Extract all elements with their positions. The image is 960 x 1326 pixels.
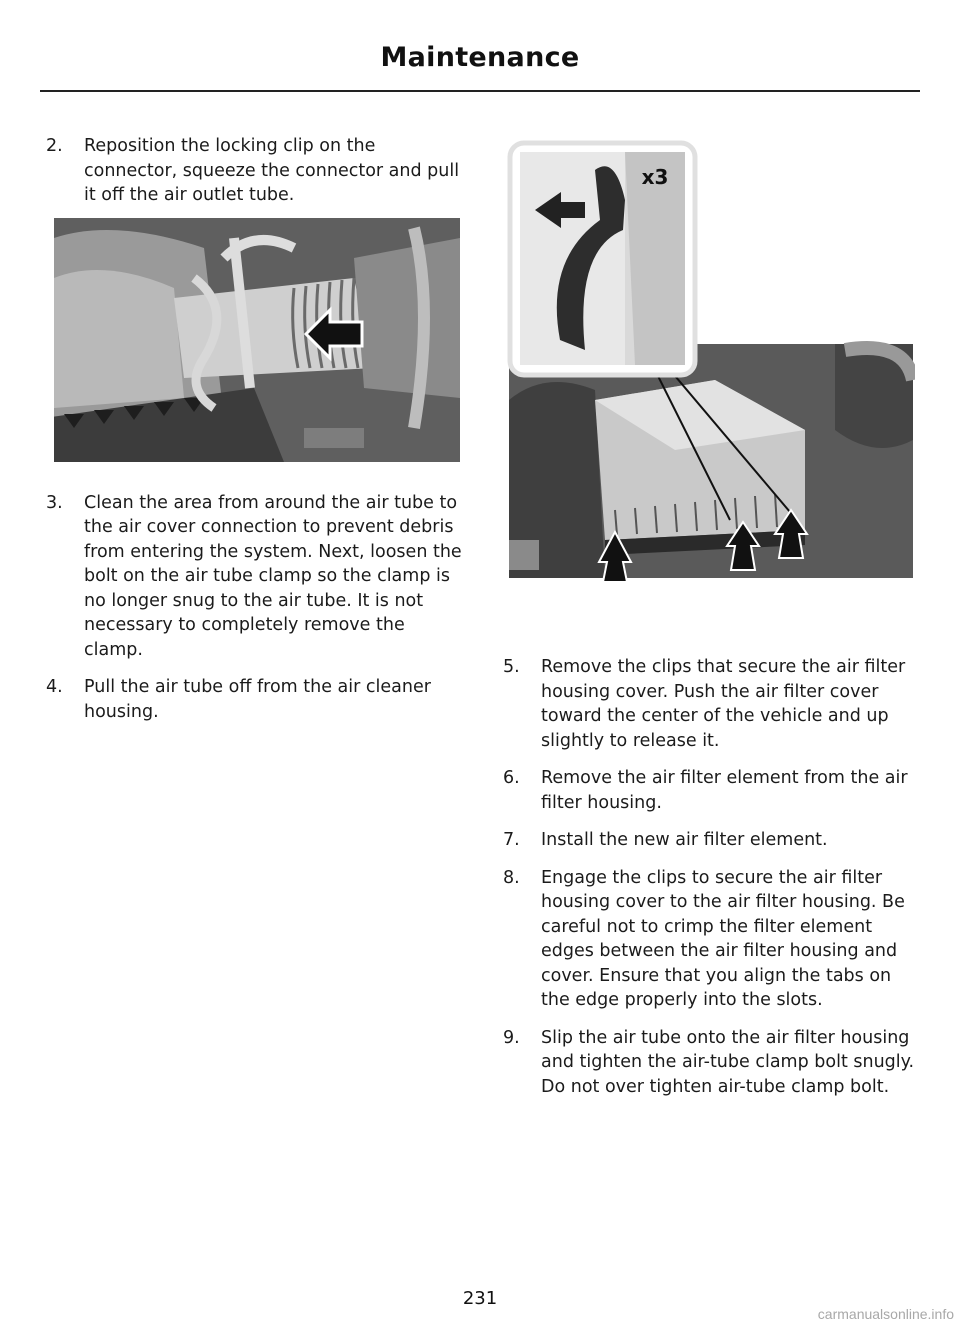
step-4 [46,675,466,724]
watermark: carmanualsonline.info [817,1306,954,1322]
step-5 [503,655,920,753]
air-tube-connector-illustration [54,218,460,462]
step-text: Install the new air filter element. [541,830,828,850]
step-9 [503,1026,920,1100]
right-column [503,655,920,1112]
step-text: Clean the area from around the air tube to the air cover connection to prevent debris from entering the system. Next, loosen the bolt on the air tube clamp so the clamp is no longer snug to the air tube. It is not necessary to completely remove the clamp. [84,492,462,660]
step-number: 2. [46,136,63,156]
air-filter-housing-illustration [505,140,915,582]
step-8 [503,866,920,1013]
step-number: 6. [503,768,520,788]
step-number: 4. [46,677,63,697]
header-divider [40,90,920,92]
step-text: Reposition the locking clip on the connector, squeeze the connector and pull it off the air outlet tube. [84,136,460,205]
step-number: 3. [46,492,63,513]
step-text: Remove the clips that secure the air filter housing cover. Push the air filter cover toward the center of the vehicle and up slightly to release it. [541,657,906,751]
step-text: Remove the air filter element from the air filter housing. [541,768,908,813]
step-text: Engage the clips to secure the air filter housing cover to the air filter housing. Be careful not to crimp the filter element edges between the air filter housing and cover. Ensure that you align the tabs on the edge properly into the slots. [541,867,905,1010]
step-number: 9. [503,1027,520,1048]
step-2 [46,134,466,208]
x3-callout: x3 [641,165,669,189]
step-number: 7. [503,830,520,850]
step-number: 8. [503,867,520,888]
step-7 [503,828,920,853]
step-text: Slip the air tube onto the air filter housing and tighten the air-tube clamp bolt snugly. Do not over tighten air-tube clamp bolt. [541,1027,915,1097]
step-text: Pull the air tube off from the air cleaner housing. [84,677,431,722]
page-number: 231 [462,1288,498,1309]
step-3 [46,491,466,663]
step-6 [503,766,920,815]
page-title: Maintenance [380,42,580,73]
step-number: 5. [503,657,520,677]
